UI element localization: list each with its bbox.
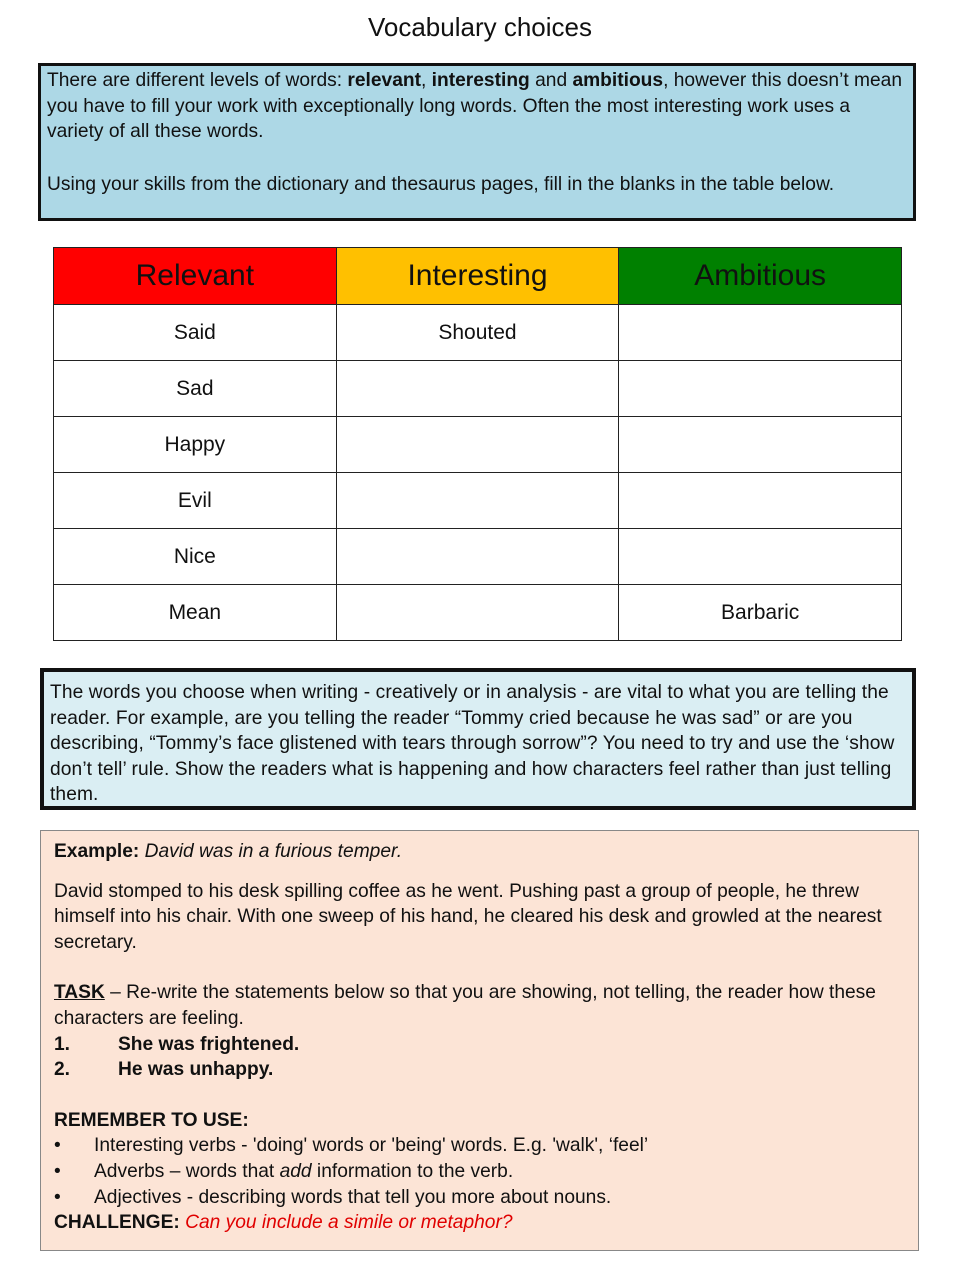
cell-interesting[interactable] bbox=[336, 585, 619, 641]
example-line bbox=[54, 839, 906, 865]
table-row bbox=[54, 361, 902, 417]
cell-ambitious[interactable] bbox=[619, 529, 902, 585]
table-row bbox=[54, 417, 902, 473]
cell-relevant: Happy bbox=[54, 417, 337, 473]
cell-ambitious[interactable] bbox=[619, 361, 902, 417]
info-paragraph: The words you choose when writing - creatively or in analysis - are vital to what you are telling the reader. For example, are you telling the reader “Tommy cried because he was sad” or are you describing, “Tommy’s face glistened with tears through sorrow”? You need to try and use the ‘show don’t tell’ rule. Show the readers what is happening and how characters feel rather than just telling them. bbox=[50, 682, 895, 806]
header-relevant: Relevant bbox=[54, 248, 337, 305]
cell-ambitious[interactable] bbox=[619, 473, 902, 529]
cell-ambitious[interactable] bbox=[619, 305, 902, 361]
task-label: TASK bbox=[54, 982, 105, 1004]
word-interesting: interesting bbox=[431, 70, 530, 91]
example-sentence: David was in a furious temper. bbox=[139, 841, 403, 862]
cell-ambitious: Barbaric bbox=[619, 585, 902, 641]
intro-paragraph-2: Using your skills from the dictionary and thesaurus pages, fill in the blanks in the table below. bbox=[47, 173, 835, 195]
challenge-label: CHALLENGE: bbox=[54, 1212, 180, 1234]
table-row bbox=[54, 305, 902, 361]
task-box bbox=[40, 830, 919, 1251]
cell-ambitious[interactable] bbox=[619, 417, 902, 473]
table-row bbox=[54, 585, 902, 641]
cell-relevant: Evil bbox=[54, 473, 337, 529]
example-paragraph: David stomped to his desk spilling coffee as he went. Pushing past a group of people, he threw himself into his chair. With one sweep of his hand, he cleared his desk and growled at the nearest secretary. bbox=[54, 880, 882, 953]
cell-interesting[interactable] bbox=[336, 529, 619, 585]
bullet-icon: • bbox=[54, 1135, 61, 1157]
cell-interesting[interactable] bbox=[336, 361, 619, 417]
list-item: • Adjectives - describing words that tell you more about nouns. bbox=[54, 1185, 906, 1211]
intro-paragraph-1: There are different levels of words: relevant, interesting and ambitious, however this doesn’t mean you have to fill your work with exceptionally long words. Often the most interesting work uses a variety of all these words. bbox=[47, 70, 902, 143]
example-label: Example: bbox=[54, 841, 140, 862]
show-dont-tell-box bbox=[40, 668, 916, 810]
cell-relevant: Sad bbox=[54, 361, 337, 417]
word-relevant: relevant bbox=[347, 70, 421, 91]
cell-relevant: Nice bbox=[54, 529, 337, 585]
header-ambitious: Ambitious bbox=[619, 248, 902, 305]
word-ambitious: ambitious bbox=[572, 70, 664, 91]
cell-interesting[interactable] bbox=[336, 473, 619, 529]
challenge-text: Can you include a simile or metaphor? bbox=[179, 1212, 513, 1234]
challenge-line bbox=[54, 1210, 906, 1236]
cell-interesting: Shouted bbox=[336, 305, 619, 361]
cell-relevant: Said bbox=[54, 305, 337, 361]
task-instructions: TASK – Re-write the statements below so that you are showing, not telling, the reader how these characters are feeling. bbox=[54, 982, 876, 1029]
cell-relevant: Mean bbox=[54, 585, 337, 641]
header-interesting: Interesting bbox=[336, 248, 619, 305]
page-title: Vocabulary choices bbox=[367, 12, 593, 42]
list-item: • Adverbs – words that add information to the verb. bbox=[54, 1159, 906, 1185]
table-row bbox=[54, 473, 902, 529]
intro-box bbox=[38, 63, 916, 221]
task-item: 1. She was frightened. bbox=[54, 1033, 300, 1055]
bullet-icon: • bbox=[54, 1160, 61, 1182]
list-item: • Interesting verbs - 'doing' words or 'being' words. E.g. 'walk', ‘feel’ bbox=[54, 1133, 906, 1159]
table-row bbox=[54, 529, 902, 585]
bullet-icon: • bbox=[54, 1186, 61, 1208]
vocabulary-table bbox=[53, 247, 902, 641]
cell-interesting[interactable] bbox=[336, 417, 619, 473]
task-item: 2. He was unhappy. bbox=[54, 1059, 274, 1081]
remember-heading: REMEMBER TO USE: bbox=[54, 1109, 249, 1131]
table-header-row bbox=[54, 248, 902, 305]
